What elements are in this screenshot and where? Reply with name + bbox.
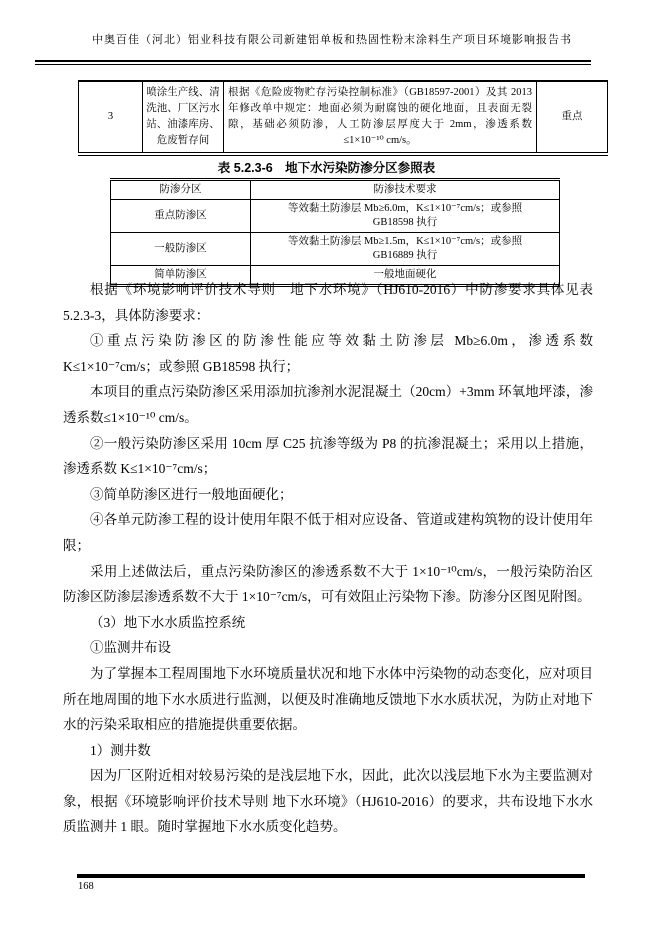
paragraph: ④各单元防渗工程的设计使用年限不低于相对应设备、管道或建构筑物的设计使用年限； xyxy=(63,512,593,553)
section-heading: ①监测井布设 xyxy=(90,640,171,656)
seepage-zone-reference-table xyxy=(110,178,560,287)
zone-name-cell: 简单防渗区 xyxy=(111,266,251,286)
paragraph: 采用上述做法后，重点污染防渗区的渗透系数不大于 1×10⁻¹⁰cm/s，一般污染防治区防渗区防渗层渗透系数不大于 1×10⁻⁷cm/s，可有效阻止污染物下渗。防渗分区图见附图。 xyxy=(63,563,593,605)
requirement-cell: 根据《危险废物贮存污染控制标准》（GB18597-2001）及其 2013 年修改单中规定：地面必须为耐腐蚀的硬化地面，且表面无裂隙，基础必须防渗，人工防渗层厚度大于 2mm，渗透系数≤1×10⁻¹⁰ cm/s。 xyxy=(224,81,537,154)
row-index-cell: 3 xyxy=(79,81,143,154)
page-number: 168 xyxy=(78,881,94,892)
reference-table-caption: 表 5.2.3-6 地下水污染防渗分区参照表 xyxy=(217,161,436,175)
paragraph: 本项目的重点污染防渗区采用添加抗渗剂水泥混凝土（20cm）+3mm 环氧地坪漆，渗透系数≤1×10⁻¹⁰ cm/s。 xyxy=(63,384,593,425)
body-text xyxy=(63,277,593,840)
seepage-zoning-table-fragment xyxy=(78,80,608,156)
zone-requirement-cell xyxy=(251,200,560,233)
paragraph: ①重点污染防渗区的防渗性能应等效黏土防渗层 Mb≥6.0m，渗透系数 K≤1×10⁻⁷cm/s；或参照 GB18598 执行； xyxy=(63,333,593,374)
section-heading: 1）测井数 xyxy=(90,742,151,758)
paragraph: ②一般污染防渗区采用 10cm 厚 C25 抗渗等级为 P8 的抗渗混凝土；采用以上措施，渗透系数 K≤1×10⁻⁷cm/s； xyxy=(63,435,593,477)
zone-name-cell: 重点防渗区 xyxy=(111,200,251,233)
page-header-title: 中奥百佳（河北）铝业科技有限公司新建铝单板和热固性粉末涂料生产项目环境影响报告书 xyxy=(92,34,572,46)
table-row xyxy=(111,200,560,233)
section-heading: （3）地下水水质监控系统 xyxy=(90,614,246,630)
header-rule xyxy=(35,60,591,65)
header-zone: 防渗分区 xyxy=(111,180,251,200)
paragraph: 因为厂区附近相对较易污染的是浅层地下水，因此，此次以浅层地下水为主要监测对象，根据《环境影响评价技术导则 地下水环境》（HJ610-2016）的要求，共布设地下水水质监测井 1 眼。随时掌握地下水水质变化趋势。 xyxy=(63,768,593,835)
table-row xyxy=(111,233,560,266)
requirement-line: GB16889 执行 xyxy=(372,250,438,261)
zone-name-cell: 一般防渗区 xyxy=(111,233,251,266)
table-row xyxy=(79,81,608,154)
zone-level-cell: 重点 xyxy=(537,81,608,154)
zone-requirement-cell xyxy=(251,233,560,266)
table-header-row xyxy=(111,180,560,200)
requirement-line: 等效黏土防渗层 Mb≥1.5m，K≤1×10⁻⁷cm/s；或参照 xyxy=(287,236,523,247)
requirement-line: 一般地面硬化 xyxy=(373,269,437,280)
pollution-area-cell: 喷涂生产线、清洗池、厂区污水站、油漆库房、危废暂存间 xyxy=(143,81,224,154)
paragraph: 为了掌握本工程周围地下水环境质量状况和地下水体中污染物的动态变化，应对项目所在地周围的地下水水质进行监测，以便及时准确地反馈地下水水质状况，为防止对地下水的污染采取相应的措施提供重要依据。 xyxy=(63,665,593,733)
footer-rule xyxy=(77,874,585,878)
requirement-line: GB18598 执行 xyxy=(372,217,438,228)
paragraph: 根据《环境影响评价技术导则 地下水环境》（HJ610-2016）中防渗要求具体见表5.2.3-3，具体防渗要求： xyxy=(63,282,593,323)
requirement-line: 等效黏土防渗层 Mb≥6.0m，K≤1×10⁻⁷cm/s；或参照 xyxy=(287,203,523,214)
header-requirement: 防渗技术要求 xyxy=(251,180,560,200)
paragraph: ③简单防渗区进行一般地面硬化； xyxy=(90,486,293,502)
